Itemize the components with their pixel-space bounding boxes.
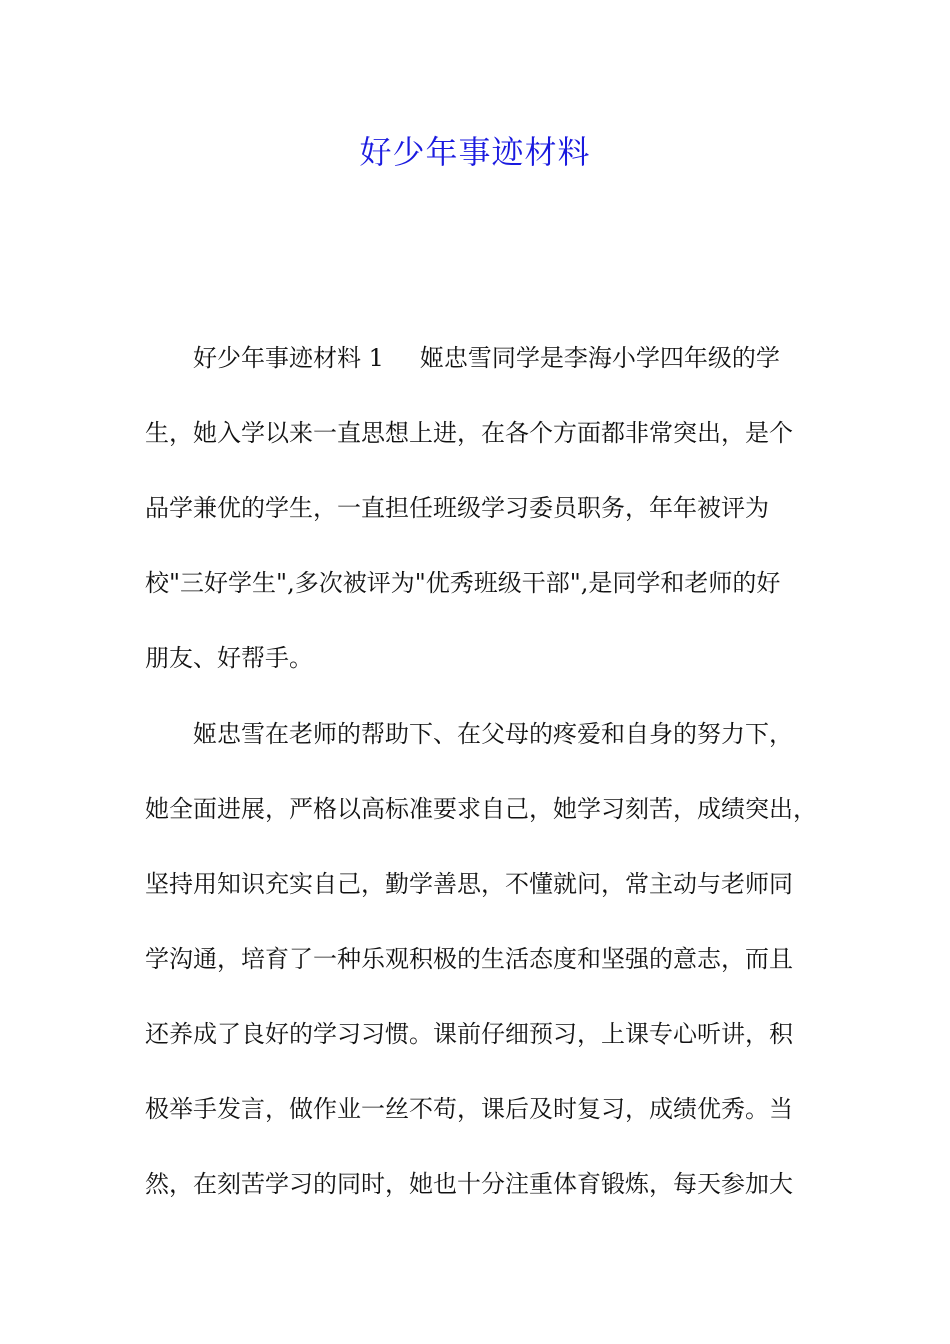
paragraph-1-line-1-continuation: 姬忠雪同学是李海小学四年级的学 (419, 344, 780, 372)
paragraph-2-line-4: 学沟通，培育了一种乐观积极的生活态度和坚强的意志，而且 (145, 945, 793, 973)
paragraph-1-line-3: 品学兼优的学生，一直担任班级学习委员职务，年年被评为 (145, 494, 769, 522)
paragraph-1-line-1 (193, 338, 780, 378)
paragraph-2-line-3: 坚持用知识充实自己，勤学善思，不懂就问，常主动与老师同 (145, 870, 793, 898)
paragraph-1-line-2: 生，她入学以来一直思想上进，在各个方面都非常突出，是个 (145, 419, 793, 447)
paragraph-2-line-6: 极举手发言，做作业一丝不苟，课后及时复习，成绩优秀。当 (145, 1095, 793, 1123)
section-heading: 好少年事迹材料 1 (193, 344, 384, 372)
paragraph-2-line-1: 姬忠雪在老师的帮助下、在父母的疼爱和自身的努力下， (193, 720, 793, 748)
paragraph-2-line-5: 还养成了良好的学习习惯。课前仔细预习，上课专心听讲，积 (145, 1020, 793, 1048)
paragraph-1-line-4: 校"三好学生",多次被评为"优秀班级干部",是同学和老师的好 (145, 569, 781, 597)
document-title: 好少年事迹材料 (359, 133, 591, 171)
paragraph-1-line-5: 朋友、好帮手。 (145, 644, 313, 672)
paragraph-2-line-2: 她全面进展，严格以高标准要求自己，她学习刻苦，成绩突出， (145, 795, 817, 823)
paragraph-2-line-7: 然，在刻苦学习的同时，她也十分注重体育锻炼，每天参加大 (145, 1170, 793, 1198)
